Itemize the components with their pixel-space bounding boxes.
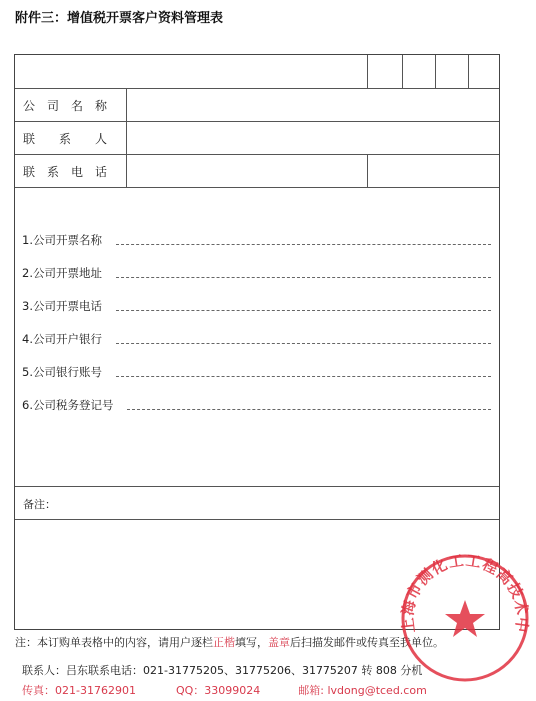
page-title: 附件三：增值税开票客户资料管理表 — [15, 11, 224, 26]
row-divider — [15, 121, 499, 122]
row-divider — [15, 154, 499, 155]
bank-name-field[interactable]: 4.公司开户银行 — [22, 331, 491, 347]
qq-number: QQ：33099024 — [175, 684, 261, 697]
remark-label: 备注： — [23, 498, 56, 511]
row-divider — [15, 486, 499, 487]
contact-details — [22, 682, 427, 698]
seal-graphic — [395, 548, 535, 688]
row-divider — [15, 88, 499, 89]
fill-line — [116, 368, 491, 377]
cell-divider — [435, 55, 436, 88]
fill-line — [116, 236, 491, 245]
label-column-divider — [126, 88, 127, 187]
invoice-address-field[interactable]: 2.公司开票地址 — [22, 265, 491, 281]
fill-line — [127, 401, 491, 410]
fax-number: 传真：021-31762901 — [22, 684, 136, 697]
seal-star-icon — [445, 600, 485, 637]
company-seal-stamp — [395, 548, 535, 688]
invoice-company-name-field[interactable]: 1.公司开票名称 — [22, 232, 491, 248]
fill-line — [116, 335, 491, 344]
svg-text:上海市测化工工程高技术中心: 上海市测化工工程高技术中 — [398, 551, 532, 635]
cell-divider — [367, 55, 368, 88]
contact-phone-label: 联 系 电 话 — [23, 165, 107, 179]
row-divider — [15, 187, 499, 188]
company-name-label: 公 司 名 称 — [23, 99, 107, 113]
fill-instruction-note: 注：本订购单表格中的内容，请用户逐栏正楷填写，盖章后扫描发邮件或传真至我单位。 — [15, 636, 444, 649]
tax-registration-field[interactable]: 6.公司税务登记号 — [22, 397, 491, 413]
email-link[interactable]: 邮箱: lvdong@tced.com — [298, 684, 427, 697]
cell-divider — [468, 55, 469, 88]
fill-line — [116, 302, 491, 311]
contact-phone-info: 联系人：吕东联系电话：021-31775205、31775206、31775207 转 808 分机 — [22, 664, 423, 677]
bank-account-field[interactable]: 5.公司银行账号 — [22, 364, 491, 380]
contact-person-label: 联 系 人 — [23, 132, 107, 146]
cell-divider — [367, 154, 368, 187]
fill-line — [116, 269, 491, 278]
row-divider — [15, 519, 499, 520]
customer-info-form — [14, 54, 500, 630]
cell-divider — [402, 55, 403, 88]
invoice-phone-field[interactable]: 3.公司开票电话 — [22, 298, 491, 314]
